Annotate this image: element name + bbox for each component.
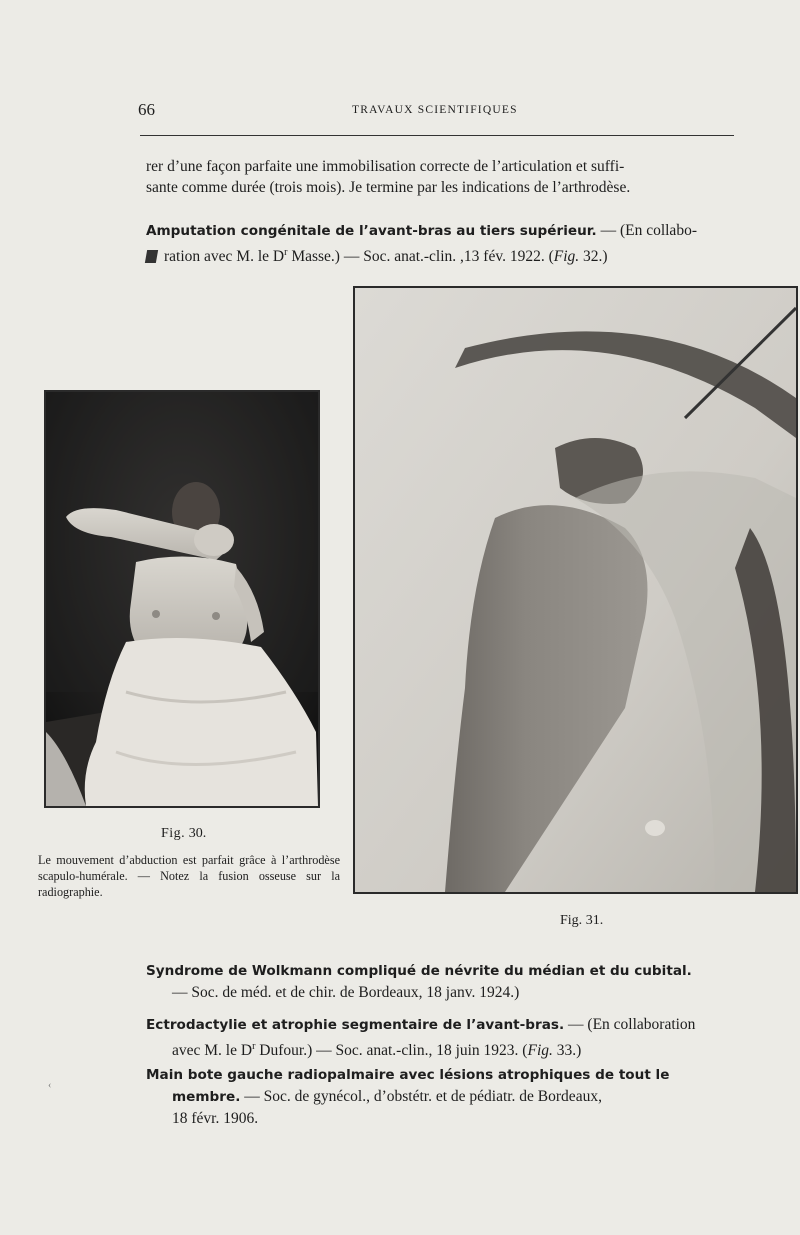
figure-31-radiograph: [353, 286, 798, 894]
figure-30-label: Fig. 30.: [161, 826, 207, 841]
running-header: TRAVAUX SCIENTIFIQUES: [352, 104, 518, 116]
entry-ectrodactylie-figref: Fig.: [527, 1042, 553, 1060]
entry-amputation-rest: — (En collabo-: [596, 222, 697, 239]
entry-main-bote-line3: 18 févr. 1906.: [172, 1110, 259, 1127]
page-number: 66: [138, 100, 155, 119]
print-mark: [145, 250, 158, 263]
entry-amputation-sup: r: [284, 247, 288, 258]
entry-ectrodactylie-rest: — (En collaboration: [564, 1016, 696, 1033]
entry-amputation-fignum: 32.): [579, 248, 608, 266]
continuation-line-2: sante comme durée (trois mois). Je termine par les indications de l’arthrodèse.: [146, 179, 631, 196]
figure-31-label: Fig. 31.: [560, 913, 604, 928]
entry-ectrodactylie-line2b: Dufour.) — Soc. anat.-clin., 18 juin 1923. (: [255, 1042, 528, 1060]
entry-main-bote: [146, 1064, 740, 1129]
figure-31-image: [355, 288, 796, 892]
continuation-paragraph: [146, 156, 738, 198]
entry-ectrodactylie-sup: r: [252, 1041, 256, 1052]
entry-wolkmann: [146, 960, 740, 1003]
entry-amputation-title: Amputation congénitale de l’avant-bras au tiers supérieur.: [146, 223, 597, 239]
entry-main-bote-title-2: membre.: [172, 1089, 241, 1105]
figure-30-caption: Le mouvement d’abduction est parfait grâce à l’arthrodèse scapulo-humérale. — Notez la fusion osseuse sur la radiographie.: [38, 853, 340, 899]
entry-wolkmann-line2: — Soc. de méd. et de chir. de Bordeaux, 18 janv. 1924.): [172, 984, 520, 1001]
entry-main-bote-rest: — Soc. de gynécol., d’obstétr. et de pédiatr. de Bordeaux,: [240, 1088, 602, 1105]
figure-30-photo: [44, 390, 320, 808]
header-rule: [140, 135, 734, 136]
entry-wolkmann-title: Syndrome de Wolkmann compliqué de névrite du médian et du cubital.: [146, 963, 692, 979]
entry-ectrodactylie-fignum: 33.): [552, 1042, 582, 1060]
entry-ectrodactylie-title: Ectrodactylie et atrophie segmentaire de l’avant-bras.: [146, 1017, 565, 1033]
entry-amputation: [146, 220, 740, 267]
entry-ectrodactylie-line2a: avec M. le D: [172, 1042, 253, 1060]
continuation-line-1: rer d’une façon parfaite une immobilisation correcte de l’articulation et suffi-: [146, 158, 625, 175]
entry-main-bote-title-1: Main bote gauche radiopalmaire avec lésions atrophiques de tout le: [146, 1067, 670, 1083]
entry-amputation-line2a: ration avec M. le D: [164, 248, 285, 266]
figure-30-image: [46, 392, 318, 806]
entry-amputation-line2b: Masse.) — Soc. anat.-clin. ,13 fév. 1922. (: [287, 248, 554, 266]
margin-mark: ‹: [48, 1080, 52, 1091]
entry-ectrodactylie: [146, 1014, 740, 1061]
entry-amputation-figref: Fig.: [553, 248, 580, 266]
